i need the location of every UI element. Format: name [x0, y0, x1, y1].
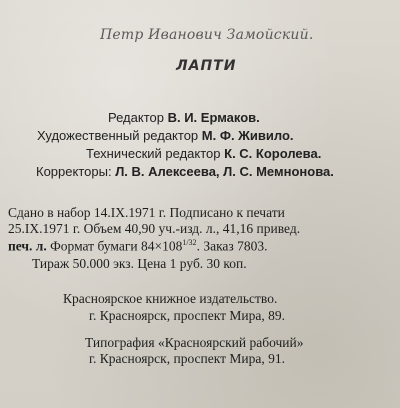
editor-role: Редактор	[108, 110, 164, 125]
credit-proofreaders	[36, 165, 334, 178]
printer-address: г. Красноярск, проспект Мира, 91.	[89, 351, 286, 366]
proofreaders-names: Л. В. Алексеева, Л. С. Мемнонова.	[115, 164, 334, 179]
imprint-line-3	[8, 239, 268, 253]
paper-format-fraction: 1/32	[182, 238, 197, 247]
publisher-name: Красноярское книжное издательство.	[63, 291, 278, 306]
printer-name: Типография «Красноярский рабочий»	[85, 335, 304, 350]
publisher-address: г. Красноярск, проспект Мира, 89.	[89, 308, 286, 323]
paper-format: Формат бумаги 84×108	[50, 238, 183, 254]
art-editor-role: Художественный редактор	[37, 128, 199, 143]
book-title: ЛАПТИ	[176, 58, 237, 74]
tech-editor-name: К. С. Королева.	[224, 146, 322, 161]
credit-tech-editor	[86, 147, 321, 160]
author-name: Петр Иванович Замойский.	[100, 27, 314, 43]
editor-name: В. И. Ермаков.	[167, 110, 260, 125]
proofreaders-role: Корректоры:	[36, 164, 112, 179]
imprint-line-2: 25.IX.1971 г. Объем 40,90 уч.-изд. л., 41,16 привед.	[8, 221, 301, 236]
imprint-line-4: Тираж 50.000 экз. Цена 1 руб. 30 коп.	[32, 256, 247, 271]
tech-editor-role: Технический редактор	[86, 146, 221, 161]
art-editor-name: М. Ф. Живило.	[201, 128, 294, 143]
credit-art-editor	[37, 129, 294, 142]
credit-editor	[108, 111, 260, 124]
imprint-line-1: Сдано в набор 14.IX.1971 г. Подписано к печати	[8, 205, 285, 220]
print-sheets-label: печ. л.	[8, 238, 47, 254]
order-number: . Заказ 7803.	[196, 238, 268, 254]
